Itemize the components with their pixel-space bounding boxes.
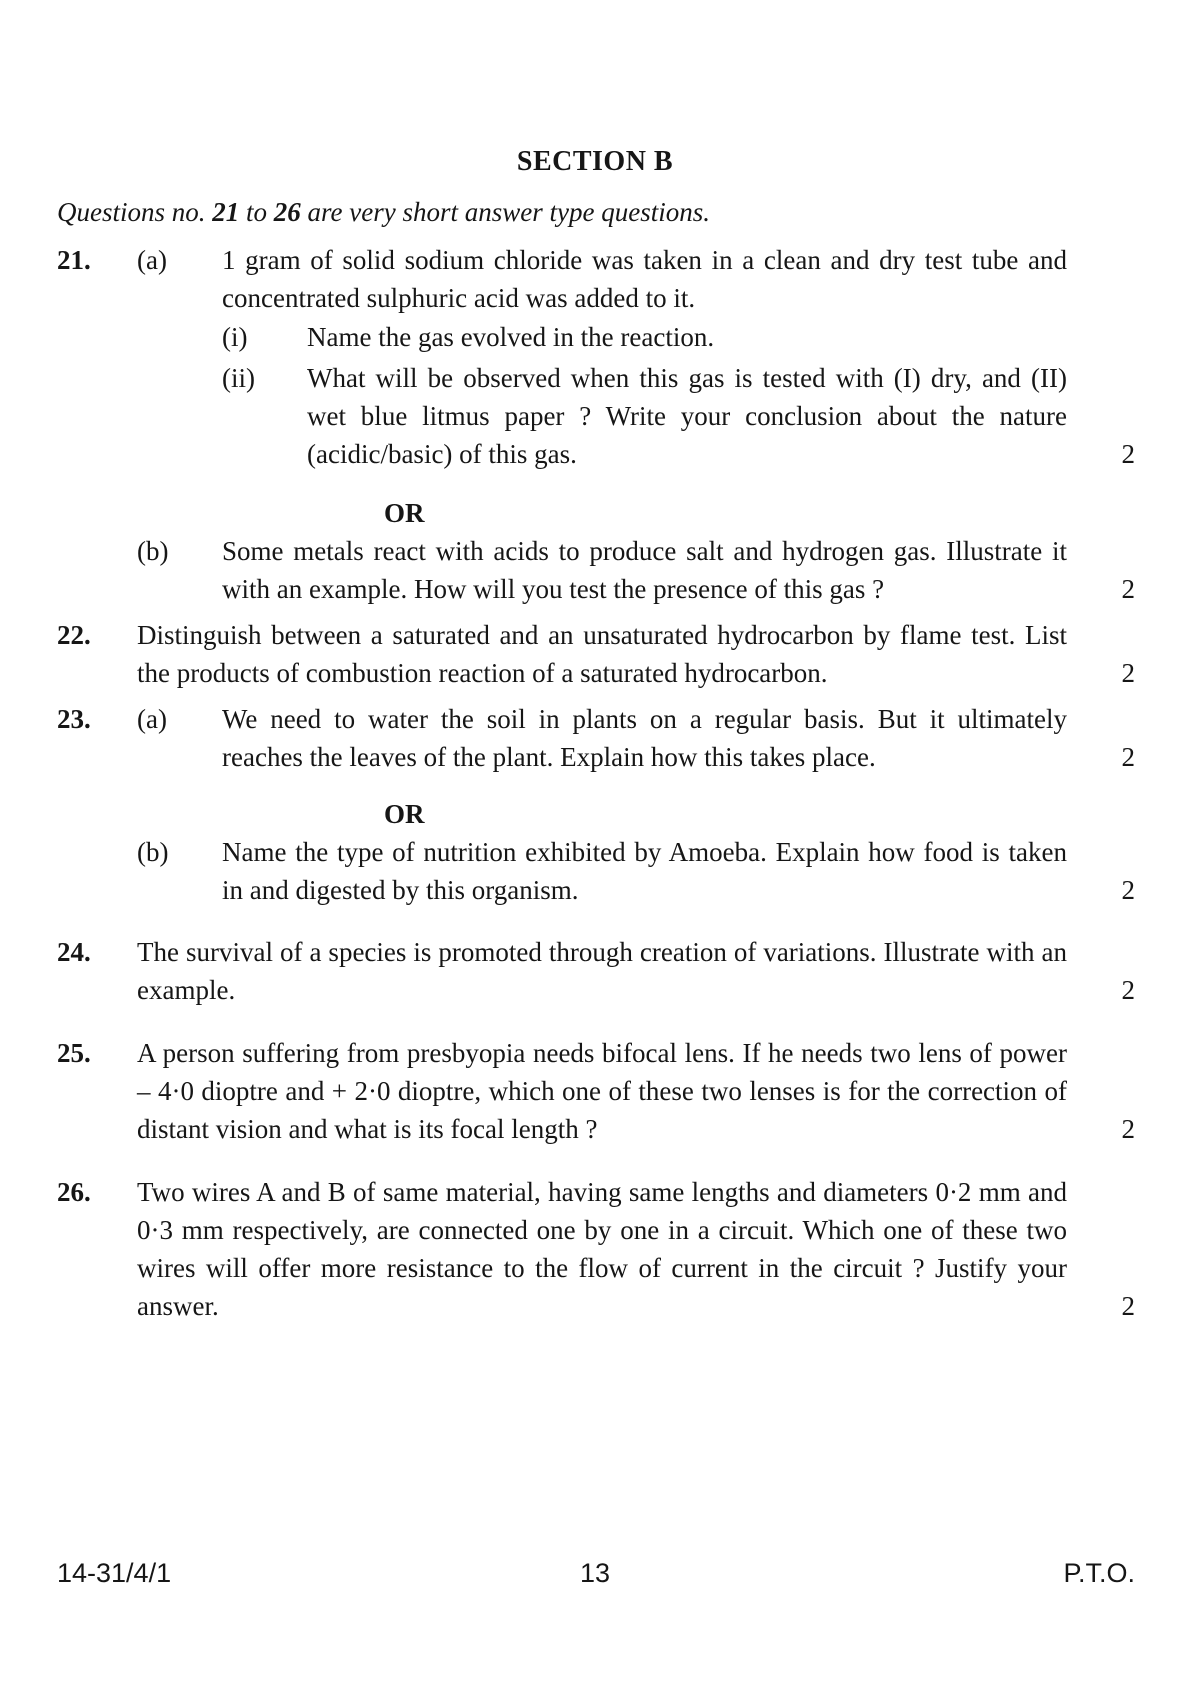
question-text: A person suffering from presbyopia needs bifocal lens. If he needs two lens of power – 4·0 dioptre and + 2·0 dioptre, which one of these two lenses is for the correction of distant vision and what is its focal length ?	[137, 1038, 1067, 1144]
question-23a	[0, 700, 1190, 776]
or-separator: OR	[384, 799, 425, 829]
marks-value: 2	[1121, 875, 1135, 905]
marks-value: 2	[1121, 658, 1135, 688]
part-label: (b)	[137, 536, 169, 566]
marks-value: 2	[1121, 574, 1135, 604]
question-25	[0, 1034, 1190, 1148]
section-title: SECTION B	[516, 146, 674, 177]
page-number: 13	[579, 1558, 611, 1588]
question-number: 25.	[57, 1038, 91, 1068]
question-number: 26.	[57, 1177, 91, 1207]
question-text: Two wires A and B of same material, having same lengths and diameters 0·2 mm and 0·3 mm respectively, are connected one by one in a circuit. Which one of these two wires will offer more resistance to the flow of current in the circuit ? Justify your answer.	[137, 1177, 1067, 1321]
marks-value: 2	[1121, 1114, 1135, 1144]
marks-value: 2	[1121, 742, 1135, 772]
intro-question-range-end: 26	[273, 197, 301, 227]
question-number: 22.	[57, 620, 91, 650]
question-number: 24.	[57, 937, 91, 967]
intro-text: to	[239, 197, 274, 227]
marks-value: 2	[1121, 975, 1135, 1005]
question-text: Name the gas evolved in the reaction.	[307, 322, 715, 352]
marks-value: 2	[1121, 1291, 1135, 1321]
part-label: (b)	[137, 837, 169, 867]
question-text: Distinguish between a saturated and an unsaturated hydrocarbon by flame test. List the products of combustion reaction of a saturated hydrocarbon.	[137, 620, 1067, 688]
question-26	[0, 1173, 1190, 1325]
question-number: 21.	[57, 245, 91, 275]
question-21b	[0, 532, 1190, 608]
paper-code: 14-31/4/1	[57, 1558, 172, 1588]
question-21a-ii	[0, 359, 1190, 473]
intro-question-range-start: 21	[212, 197, 240, 227]
or-separator: OR	[384, 498, 425, 528]
question-text: Some metals react with acids to produce salt and hydrogen gas. Illustrate it with an example. How will you test the presence of this gas ?	[222, 536, 1067, 604]
question-text: Name the type of nutrition exhibited by Amoeba. Explain how food is taken in and digested by this organism.	[222, 837, 1067, 905]
subpart-label: (ii)	[222, 363, 255, 393]
question-text: The survival of a species is promoted through creation of variations. Illustrate with an example.	[137, 937, 1067, 1005]
part-label: (a)	[137, 704, 167, 734]
question-text: What will be observed when this gas is tested with (I) dry, and (II) wet blue litmus paper ? Write your conclusion about the nature (acidic/basic) of this gas.	[307, 363, 1067, 469]
part-label: (a)	[137, 245, 167, 275]
question-21a	[0, 241, 1190, 317]
question-number: 23.	[57, 704, 91, 734]
subpart-label: (i)	[222, 322, 248, 352]
question-22	[0, 616, 1190, 692]
question-text: 1 gram of solid sodium chloride was taken in a clean and dry test tube and concentrated sulphuric acid was added to it.	[222, 245, 1067, 313]
question-21a-i	[0, 318, 1190, 356]
page-footer	[0, 1556, 1190, 1590]
pto-label: P.T.O.	[1063, 1558, 1135, 1588]
intro-text: are very short answer type questions.	[300, 197, 710, 227]
question-23b	[0, 833, 1190, 909]
question-text: We need to water the soil in plants on a regular basis. But it ultimately reaches the leaves of the plant. Explain how this takes place.	[222, 704, 1067, 772]
marks-value: 2	[1121, 439, 1135, 469]
intro-text: Questions no.	[57, 197, 213, 227]
question-24	[0, 933, 1190, 1009]
section-intro	[57, 193, 1100, 231]
